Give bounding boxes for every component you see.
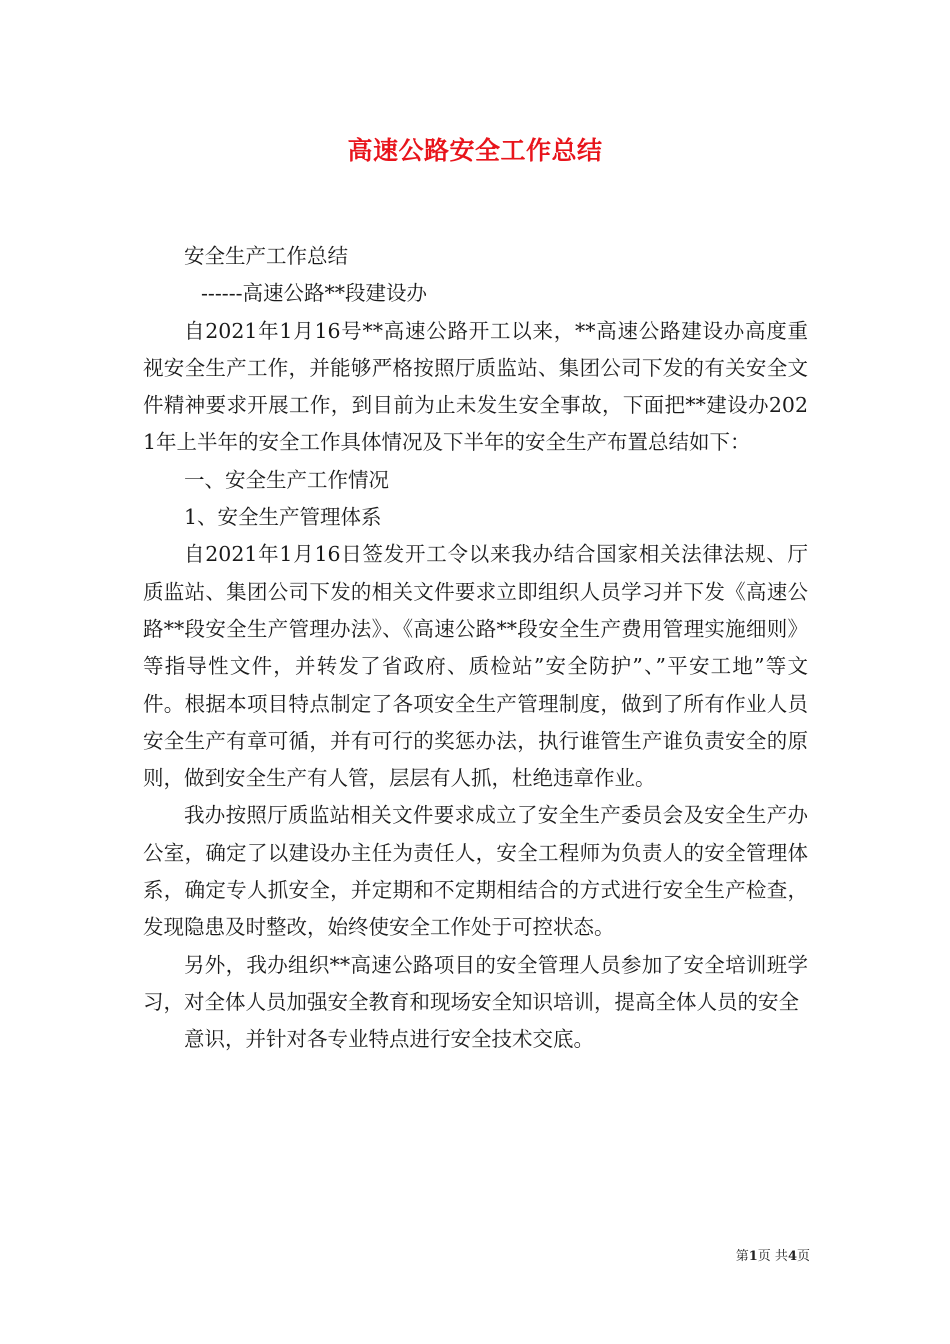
section-heading: 安全生产工作总结 — [184, 244, 348, 268]
current-page-number: 1 — [748, 1249, 758, 1264]
document-body — [143, 238, 808, 1059]
footer-middle: 页 共 — [757, 1249, 788, 1264]
paragraph-intro: 自2021年1月16号**高速公路开工以来，**高速公路建设办高度重视安全生产工作，并能够严格按照厅质监站、集团公司下发的有关安全文件精神要求开展工作，到目前为止未发生安全事故，下面把**建设办2021年上半年的安全工作具体情况及下半年的安全生产布置总结如下： — [143, 318, 808, 455]
footer-suffix: 页 — [796, 1249, 810, 1264]
document-title: 高速公路安全工作总结 — [347, 136, 603, 165]
page-footer — [700, 1245, 810, 1264]
subsection-1-heading: 1、安全生产管理体系 — [184, 505, 382, 530]
paragraph-training-continued: 意识，并针对各专业特点进行安全技术交底。 — [184, 1027, 594, 1052]
paragraph-training: 另外，我办组织**高速公路项目的安全管理人员参加了安全培训班学习，对全体人员加强安全教育和现场安全知识培训，提高全体人员的安全 — [143, 952, 808, 1014]
footer-prefix: 第 — [735, 1249, 749, 1264]
paragraph-committee: 我办按照厅质监站相关文件要求成立了安全生产委员会及安全生产办公室，确定了以建设办主任为责任人，安全工程师为负责人的安全管理体系，确定专人抓安全，并定期和不定期相结合的方式进行安全生产检查，发现隐患及时整改，始终使安全工作处于可控状态。 — [143, 803, 808, 940]
section-1-heading: 一、安全生产工作情况 — [184, 467, 389, 492]
paragraph-management-system: 自2021年1月16日签发开工令以来我办结合国家相关法律法规、厅质监站、集团公司下发的相关文件要求立即组织人员学习并下发《高速公路**段安全生产管理办法》、《高速公路**段安全生产费用管理实施细则》等指导性文件，并转发了省政府、质检站”安全防护”、”平安工地”等文件。根据本项目特点制定了各项安全生产管理制度，做到了所有作业人员安全生产有章可循，并有可行的奖惩办法，执行谁管生产谁负责安全的原则，做到安全生产有人管，层层有人抓，杜绝违章作业。 — [143, 542, 808, 791]
total-page-count: 4 — [787, 1249, 797, 1264]
author-line: ------高速公路**段建设办 — [201, 281, 428, 306]
